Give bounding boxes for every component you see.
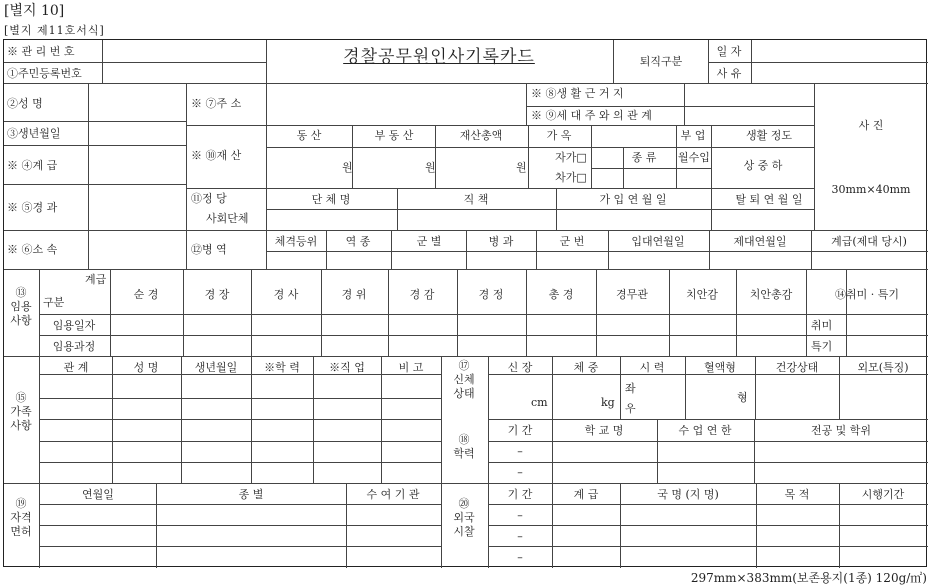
rent-house-checkbox: 차가□ xyxy=(555,171,587,184)
military-header: 제대연월일 xyxy=(733,235,787,248)
grid-line xyxy=(4,269,928,270)
rank-column: 순 경 xyxy=(133,288,159,301)
dash: – xyxy=(517,551,523,564)
hobby-label: 취미 xyxy=(811,319,833,332)
kg-unit: kg xyxy=(601,396,615,409)
grid-line xyxy=(528,125,529,188)
left-eye: 좌 xyxy=(625,382,636,395)
grid-line xyxy=(4,356,928,357)
physical-header: 체 중 xyxy=(573,361,599,374)
rank-column: 경 정 xyxy=(478,288,504,301)
grid-line xyxy=(669,269,670,356)
education-header: 기 간 xyxy=(507,424,533,437)
grid-line xyxy=(326,230,327,269)
grid-line xyxy=(4,230,186,231)
living-level: 상 중 하 xyxy=(743,159,783,172)
side-job-kind: 종 류 xyxy=(631,151,657,164)
social-group-label: 사회단체 xyxy=(206,212,249,225)
grid-line xyxy=(608,230,609,269)
mgmt-no-label: ※ 관 리 번 호 xyxy=(7,45,75,58)
form-number: [별지 10] xyxy=(4,3,65,19)
dash: – xyxy=(517,530,523,543)
record-card-form xyxy=(3,39,927,567)
family-section xyxy=(6,391,36,433)
retire-date-label: 일 자 xyxy=(716,45,742,58)
grid-line xyxy=(685,356,686,419)
section-label-line: 자격 xyxy=(10,511,32,524)
dash: – xyxy=(517,445,523,458)
rank-column: 경 사 xyxy=(273,288,299,301)
section-label-line: 상태 xyxy=(453,387,475,400)
property-header: 부 업 xyxy=(680,129,706,142)
exam-header: 기 간 xyxy=(507,488,533,501)
grid-line xyxy=(321,269,322,356)
grid-line xyxy=(186,125,814,126)
section-label-line: ⑰ xyxy=(458,359,470,372)
grid-line xyxy=(591,125,592,188)
grid-line xyxy=(39,398,441,399)
grid-line xyxy=(657,419,658,483)
license-header: 종 별 xyxy=(238,488,264,501)
physical-header: 신 장 xyxy=(507,361,533,374)
section-label-line: 사항 xyxy=(10,419,32,432)
grid-line xyxy=(556,188,557,230)
grid-line xyxy=(39,546,441,547)
grid-line xyxy=(711,188,712,230)
unit-won: 원 xyxy=(342,161,353,174)
address-label: ※ ⑦주 소 xyxy=(191,97,242,110)
rank-column: 치안총감 xyxy=(749,288,793,301)
grid-line xyxy=(4,83,928,84)
military-header: 역 종 xyxy=(345,235,371,248)
physical-section xyxy=(449,359,479,401)
grid-line xyxy=(591,168,711,169)
rank-column: 경무관 xyxy=(616,288,648,301)
grid-line xyxy=(552,356,553,419)
physical-header: 시 력 xyxy=(639,361,665,374)
section-label-line: ⑲ xyxy=(15,497,27,510)
grid-line xyxy=(183,269,184,356)
grid-line xyxy=(391,230,392,269)
license-section xyxy=(6,497,36,539)
education-header: 전공 및 학위 xyxy=(810,424,872,437)
division-col-label: 구분 xyxy=(43,296,65,309)
grid-line xyxy=(620,356,621,419)
grid-line xyxy=(266,209,814,210)
grid-line xyxy=(536,230,537,269)
photo-size-label: 30mm×40mm xyxy=(831,183,911,196)
grid-line xyxy=(39,441,441,442)
military-header: 병 과 xyxy=(488,235,514,248)
skill-label: 특기 xyxy=(811,340,833,353)
grid-line xyxy=(39,335,928,336)
education-header: 학 교 명 xyxy=(584,424,624,437)
grid-line xyxy=(39,374,441,375)
grid-line xyxy=(266,40,267,83)
grid-line xyxy=(39,504,441,505)
grid-line xyxy=(526,83,527,125)
grid-line xyxy=(4,184,186,185)
grid-line xyxy=(4,121,186,122)
grid-line xyxy=(88,83,89,269)
grid-line xyxy=(266,83,267,269)
photo-label: 사 진 xyxy=(858,119,884,132)
property-header: 동 산 xyxy=(296,129,322,142)
rank-column: 경 감 xyxy=(409,288,435,301)
section-label-line: 사항 xyxy=(10,314,32,327)
grid-line xyxy=(552,419,553,483)
hobby-skill-title: ⑭취미 · 특기 xyxy=(835,288,899,301)
military-header: 입대연월일 xyxy=(631,235,685,248)
physical-header: 외모(특징) xyxy=(857,361,909,374)
grid-line xyxy=(684,83,685,125)
grid-line xyxy=(806,269,807,356)
party-header: 단 체 명 xyxy=(311,193,351,206)
exam-header: 계 급 xyxy=(573,488,599,501)
grid-line xyxy=(839,356,840,419)
grid-line xyxy=(846,269,847,356)
grid-line xyxy=(596,269,597,356)
grid-line xyxy=(488,374,928,375)
property-header: 생활 정도 xyxy=(745,129,793,142)
rank-column: 경 장 xyxy=(204,288,230,301)
education-header: 수 업 연 한 xyxy=(678,424,732,437)
military-label: ⑫병 역 xyxy=(191,243,227,256)
grid-line xyxy=(488,504,928,505)
grid-line xyxy=(39,314,928,315)
relation-label: ※ ⑨세 대 주 와 의 관 계 xyxy=(531,109,652,122)
grid-line xyxy=(4,145,186,146)
grid-line xyxy=(466,230,467,269)
military-header: 군 번 xyxy=(559,235,585,248)
blood-type-unit: 형 xyxy=(737,391,748,404)
grid-line xyxy=(613,40,614,83)
appointment-process-row: 임용과정 xyxy=(52,340,96,353)
section-label-line: 학력 xyxy=(453,447,475,460)
grid-line xyxy=(488,525,928,526)
cm-unit: cm xyxy=(531,396,548,409)
license-header: 연월일 xyxy=(82,488,114,501)
grid-line xyxy=(526,106,814,107)
section-label-line: ⑱ xyxy=(458,433,470,446)
grid-line xyxy=(39,269,40,356)
dash: – xyxy=(517,509,523,522)
grid-line xyxy=(755,356,756,419)
section-label-line: 가족 xyxy=(10,405,32,418)
grid-line xyxy=(102,40,103,83)
grid-line xyxy=(397,188,398,230)
grid-line xyxy=(435,125,436,188)
rank-label: ※ ④계 급 xyxy=(7,159,58,172)
grid-line xyxy=(352,125,353,188)
grid-line xyxy=(39,525,441,526)
grid-line xyxy=(266,147,814,148)
exam-section xyxy=(449,497,479,539)
family-header: ※직 업 xyxy=(329,361,365,374)
grid-line xyxy=(736,269,737,356)
exam-header: 시행기간 xyxy=(861,488,905,501)
family-header: 성 명 xyxy=(133,361,159,374)
education-section xyxy=(449,433,479,461)
form-subtitle: [별지 제11호서식] xyxy=(4,24,105,37)
grid-line xyxy=(811,230,812,269)
grid-line xyxy=(457,269,458,356)
section-label-line: 신체 xyxy=(453,373,475,386)
rank-col-label: 계급 xyxy=(85,273,107,286)
grid-line xyxy=(709,230,710,269)
section-label-line: 면허 xyxy=(10,525,32,538)
birth-label: ③생년월일 xyxy=(7,127,61,140)
military-header: 군 별 xyxy=(416,235,442,248)
grid-line xyxy=(754,419,755,483)
section-label-line: 시찰 xyxy=(453,525,475,538)
appointment-section xyxy=(6,286,36,328)
property-header: 부 동 산 xyxy=(374,129,414,142)
grid-line xyxy=(526,269,527,356)
right-eye: 우 xyxy=(625,402,636,415)
section-label-line: ⑳ xyxy=(458,497,470,510)
form-title: 경찰공무원인사기록카드 xyxy=(343,47,535,67)
grid-line xyxy=(814,83,815,230)
resident-no-label: ①주민등록번호 xyxy=(7,67,82,80)
section-label-line: ⑮ xyxy=(15,391,27,404)
party-header: 직 책 xyxy=(463,193,489,206)
grid-line xyxy=(186,83,187,269)
property-header: 재산총액 xyxy=(459,129,503,142)
party-label: ⑪정 당 xyxy=(191,192,227,205)
grid-line xyxy=(39,419,441,420)
grid-line xyxy=(266,251,928,252)
unit-won: 원 xyxy=(516,161,527,174)
family-header: ※학 력 xyxy=(264,361,300,374)
career-label: ※ ⑤경 과 xyxy=(7,201,58,214)
side-job-income: 월수입 xyxy=(678,151,710,164)
party-header: 탈 퇴 연 월 일 xyxy=(735,193,803,206)
grid-line xyxy=(186,188,814,189)
grid-line xyxy=(488,441,928,442)
family-header: 비 고 xyxy=(398,361,424,374)
dash: – xyxy=(517,466,523,479)
unit-won: 원 xyxy=(425,161,436,174)
grid-line xyxy=(4,62,266,63)
section-label-line: ⑬ xyxy=(15,286,27,299)
retire-type-label: 퇴직구분 xyxy=(639,55,683,68)
rank-column: 총 경 xyxy=(548,288,574,301)
appointment-date-row: 임용일자 xyxy=(52,319,96,332)
section-label-line: 임용 xyxy=(10,300,32,313)
section-label-line: 외국 xyxy=(453,511,475,524)
grid-line xyxy=(441,356,442,568)
grid-line xyxy=(4,483,928,484)
family-header: 생년월일 xyxy=(194,361,238,374)
grid-line xyxy=(251,269,252,356)
own-house-checkbox: 자가□ xyxy=(555,151,587,164)
grid-line xyxy=(711,125,712,188)
residence-label: ※ ⑧생 활 근 거 지 xyxy=(531,87,624,100)
grid-line xyxy=(488,462,928,463)
rank-column: 치안감 xyxy=(686,288,718,301)
property-label: ※ ⑩재 산 xyxy=(191,149,242,162)
family-header: 관 계 xyxy=(63,361,89,374)
military-header: 체격등위 xyxy=(274,235,318,248)
military-header: 계급(제대 당시) xyxy=(831,235,907,248)
grid-line xyxy=(186,230,928,231)
grid-line xyxy=(488,546,928,547)
grid-line xyxy=(488,419,928,420)
license-header: 수 여 기 관 xyxy=(366,488,420,501)
exam-header: 국 명 (지 명) xyxy=(657,488,719,501)
grid-line xyxy=(110,269,111,356)
name-label: ②성 명 xyxy=(7,97,43,110)
physical-header: 건강상태 xyxy=(775,361,819,374)
paper-spec: 297mm×383mm(보존용지(1종) 120g/㎡) xyxy=(690,571,927,585)
rank-column: 경 위 xyxy=(341,288,367,301)
affiliation-label: ※ ⑥소 속 xyxy=(7,243,58,256)
retire-reason-label: 사 유 xyxy=(716,67,742,80)
exam-header: 목 적 xyxy=(784,488,810,501)
property-header: 가 옥 xyxy=(546,129,572,142)
party-header: 가 입 연 월 일 xyxy=(599,193,667,206)
grid-line xyxy=(708,62,928,63)
physical-header: 혈액형 xyxy=(704,361,736,374)
grid-line xyxy=(39,462,441,463)
grid-line xyxy=(388,269,389,356)
